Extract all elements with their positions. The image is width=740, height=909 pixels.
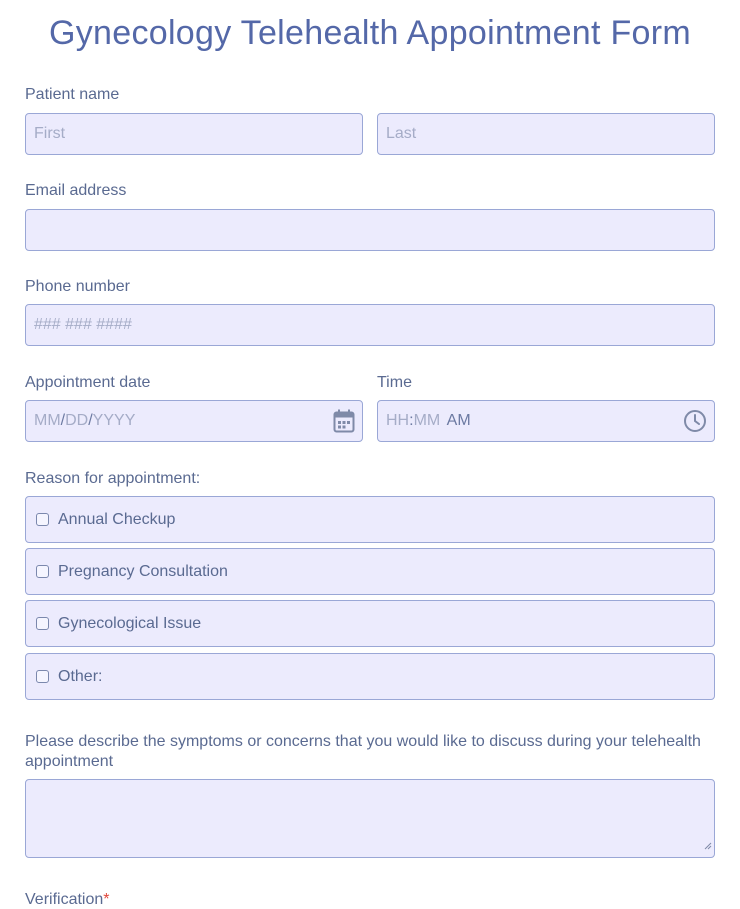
time-field[interactable] <box>377 400 715 442</box>
reason-label: Reason for appointment: <box>25 470 201 487</box>
verification-label-text: Verification <box>25 891 104 908</box>
date-separator: / <box>88 412 93 429</box>
appointment-date-field[interactable] <box>25 400 363 442</box>
date-month-segment[interactable]: MM <box>34 412 61 429</box>
patient-name-label: Patient name <box>25 86 120 103</box>
last-name-field[interactable] <box>377 113 715 155</box>
required-mark: * <box>103 891 110 908</box>
checkbox[interactable] <box>36 617 49 630</box>
checkbox-label: Gynecological Issue <box>58 615 202 632</box>
form-title: Gynecology Telehealth Appointment Form <box>48 14 692 52</box>
checkbox-label: Other: <box>58 668 103 685</box>
first-name-field[interactable] <box>25 113 363 155</box>
verification-label <box>25 891 110 909</box>
calendar-icon[interactable] <box>333 409 355 438</box>
reason-option-other[interactable] <box>25 653 715 700</box>
last-name-input[interactable] <box>378 114 714 154</box>
email-input[interactable] <box>26 210 714 250</box>
date-separator: / <box>60 412 66 429</box>
time-ampm-segment[interactable]: AM <box>446 412 471 429</box>
time-label: Time <box>377 374 412 391</box>
time-hour-segment[interactable]: HH <box>386 412 410 429</box>
resize-handle-icon[interactable] <box>702 837 712 855</box>
first-name-input[interactable] <box>26 114 362 154</box>
phone-input[interactable] <box>26 305 714 345</box>
checkbox-label: Pregnancy Consultation <box>58 563 228 580</box>
date-day-segment[interactable]: DD <box>65 412 89 429</box>
email-label: Email address <box>25 182 127 199</box>
appointment-date-label: Appointment date <box>25 374 151 391</box>
email-field[interactable] <box>25 209 715 251</box>
time-minute-segment[interactable]: MM <box>413 412 441 429</box>
phone-field[interactable] <box>25 304 715 346</box>
reason-option-annual-checkup[interactable] <box>25 496 715 543</box>
phone-label: Phone number <box>25 278 130 295</box>
symptoms-label: Please describe the symptoms or concerns that you would like to discuss during your telehealth appointment <box>25 733 701 770</box>
checkbox[interactable] <box>36 565 49 578</box>
reason-option-gynecological-issue[interactable] <box>25 600 715 647</box>
time-separator: : <box>409 412 414 429</box>
checkbox-label: Annual Checkup <box>58 511 176 528</box>
reason-option-pregnancy-consultation[interactable] <box>25 548 715 595</box>
date-year-segment[interactable]: YYYY <box>92 412 136 429</box>
clock-icon[interactable] <box>683 409 707 438</box>
checkbox[interactable] <box>36 513 49 526</box>
symptoms-textarea[interactable] <box>25 779 715 858</box>
checkbox[interactable] <box>36 670 49 683</box>
